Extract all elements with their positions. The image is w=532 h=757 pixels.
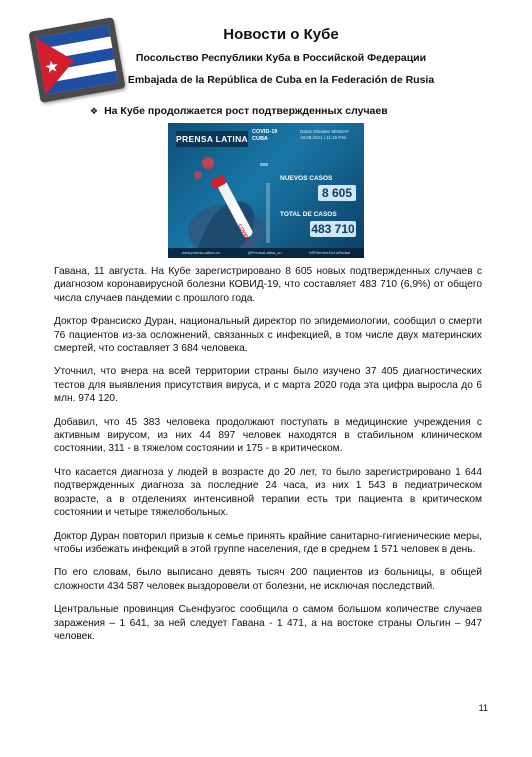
country-label: CUBA bbox=[252, 136, 268, 142]
paragraph: По его словам, было выписано девять тысяч 200 пациентов из больницы, в общей сложности 434 587 человек выздоровели от болезни, не исключая последствий. bbox=[54, 567, 482, 592]
paragraph: Что касается диагноза у людей в возрасте до 20 лет, то было зарегистрировано 1 644 подтвержденных диагноза за последние 24 часа, из них 1 543 в педиатрическом возрасте, а в отделениях интенсивной терапии есть три пациента в критическом состоянии и четыре тяжелобольных. bbox=[54, 466, 482, 519]
paragraph: Доктор Франсиско Дуран, национальный директор по эпидемиологии, сообщил о смерти 76 пациентов из-за осложнений, связанных с инфекцией, в том числе двух материнских смертей, что составляет 3 684 человека. bbox=[54, 316, 482, 355]
page-number: 11 bbox=[478, 703, 488, 713]
official-data-caption bbox=[300, 129, 349, 141]
page-title: Новости о Кубе bbox=[223, 26, 339, 43]
headline-text: На Кубе продолжается рост подтвержденных случаев bbox=[104, 105, 388, 117]
official-date: 18.08.2021 | 11:15 P.M. bbox=[300, 135, 348, 140]
covid-label: COVID-19 bbox=[252, 129, 278, 135]
paragraph: Доктор Дуран повторил призыв к семье принять крайние санитарно-гигиенические меры, чтобы избежать инфекций в этой группе населения, где в среднем 1 571 человек в день. bbox=[54, 530, 482, 555]
paragraph: Уточнил, что вчера на всей территории страны было изучено 37 405 диагностических тестов для выявления присутствия вируса, и с марта 2020 года эта цифра выросла до 6 млн. 974 120. bbox=[54, 366, 482, 405]
article-headline bbox=[90, 105, 388, 117]
paragraph: Центральные провинция Сьенфуэгос сообщила о самом большом количестве случаев заражения – 1 641, за ней следует Гавана - 1 471, а на востоке страны Ольгин – 947 человек. bbox=[54, 604, 482, 642]
svg-text:COVID-19: COVID-19 bbox=[236, 223, 253, 247]
embassy-name-ru: Посольство Республики Куба в Российской Федерации bbox=[135, 52, 427, 64]
total-cases-label: TOTAL DE CASOS bbox=[280, 211, 337, 218]
footer-social: @PrensaLatina_cu bbox=[247, 250, 282, 255]
diamond-bullet-icon: ❖ bbox=[90, 106, 99, 116]
new-cases-label: NUEVOS CASOS bbox=[280, 175, 333, 182]
embassy-name-es: Embajada de la República de Cuba en la Federación de Rusia bbox=[127, 74, 435, 86]
footer-website: www.prensa-latina.cu bbox=[181, 250, 220, 255]
news-photo bbox=[168, 123, 364, 258]
total-cases-value: 483 710 bbox=[311, 222, 355, 236]
footer-handle: MRServiceDeLaRedad bbox=[309, 250, 351, 255]
photo-footer bbox=[168, 248, 364, 258]
prensa-latina-logo: PRENSA LATINA bbox=[176, 131, 248, 147]
new-cases-value: 8 605 bbox=[318, 185, 356, 201]
covid-caption bbox=[252, 129, 277, 143]
paragraph: Добавил, что 45 383 человека продолжают поступать в медицинские учреждения с активным вирусом, из них 44 897 человек находятся в стабильном клиническом состоянии, 311 - в тяжелом состоянии и 175 - в критическом. bbox=[54, 416, 482, 455]
official-source: Datos Oficiales MINSAP bbox=[300, 129, 349, 134]
article-body bbox=[54, 265, 482, 653]
paragraph: Гавана, 11 августа. На Кубе зарегистрировано 8 605 новых подтвержденных случаев с диагнозом коронавирусной болезни КОВИД-19, что составляет 483 710 (6,9%) от общего числа случаев пандемии с прошлого года. bbox=[54, 266, 482, 304]
